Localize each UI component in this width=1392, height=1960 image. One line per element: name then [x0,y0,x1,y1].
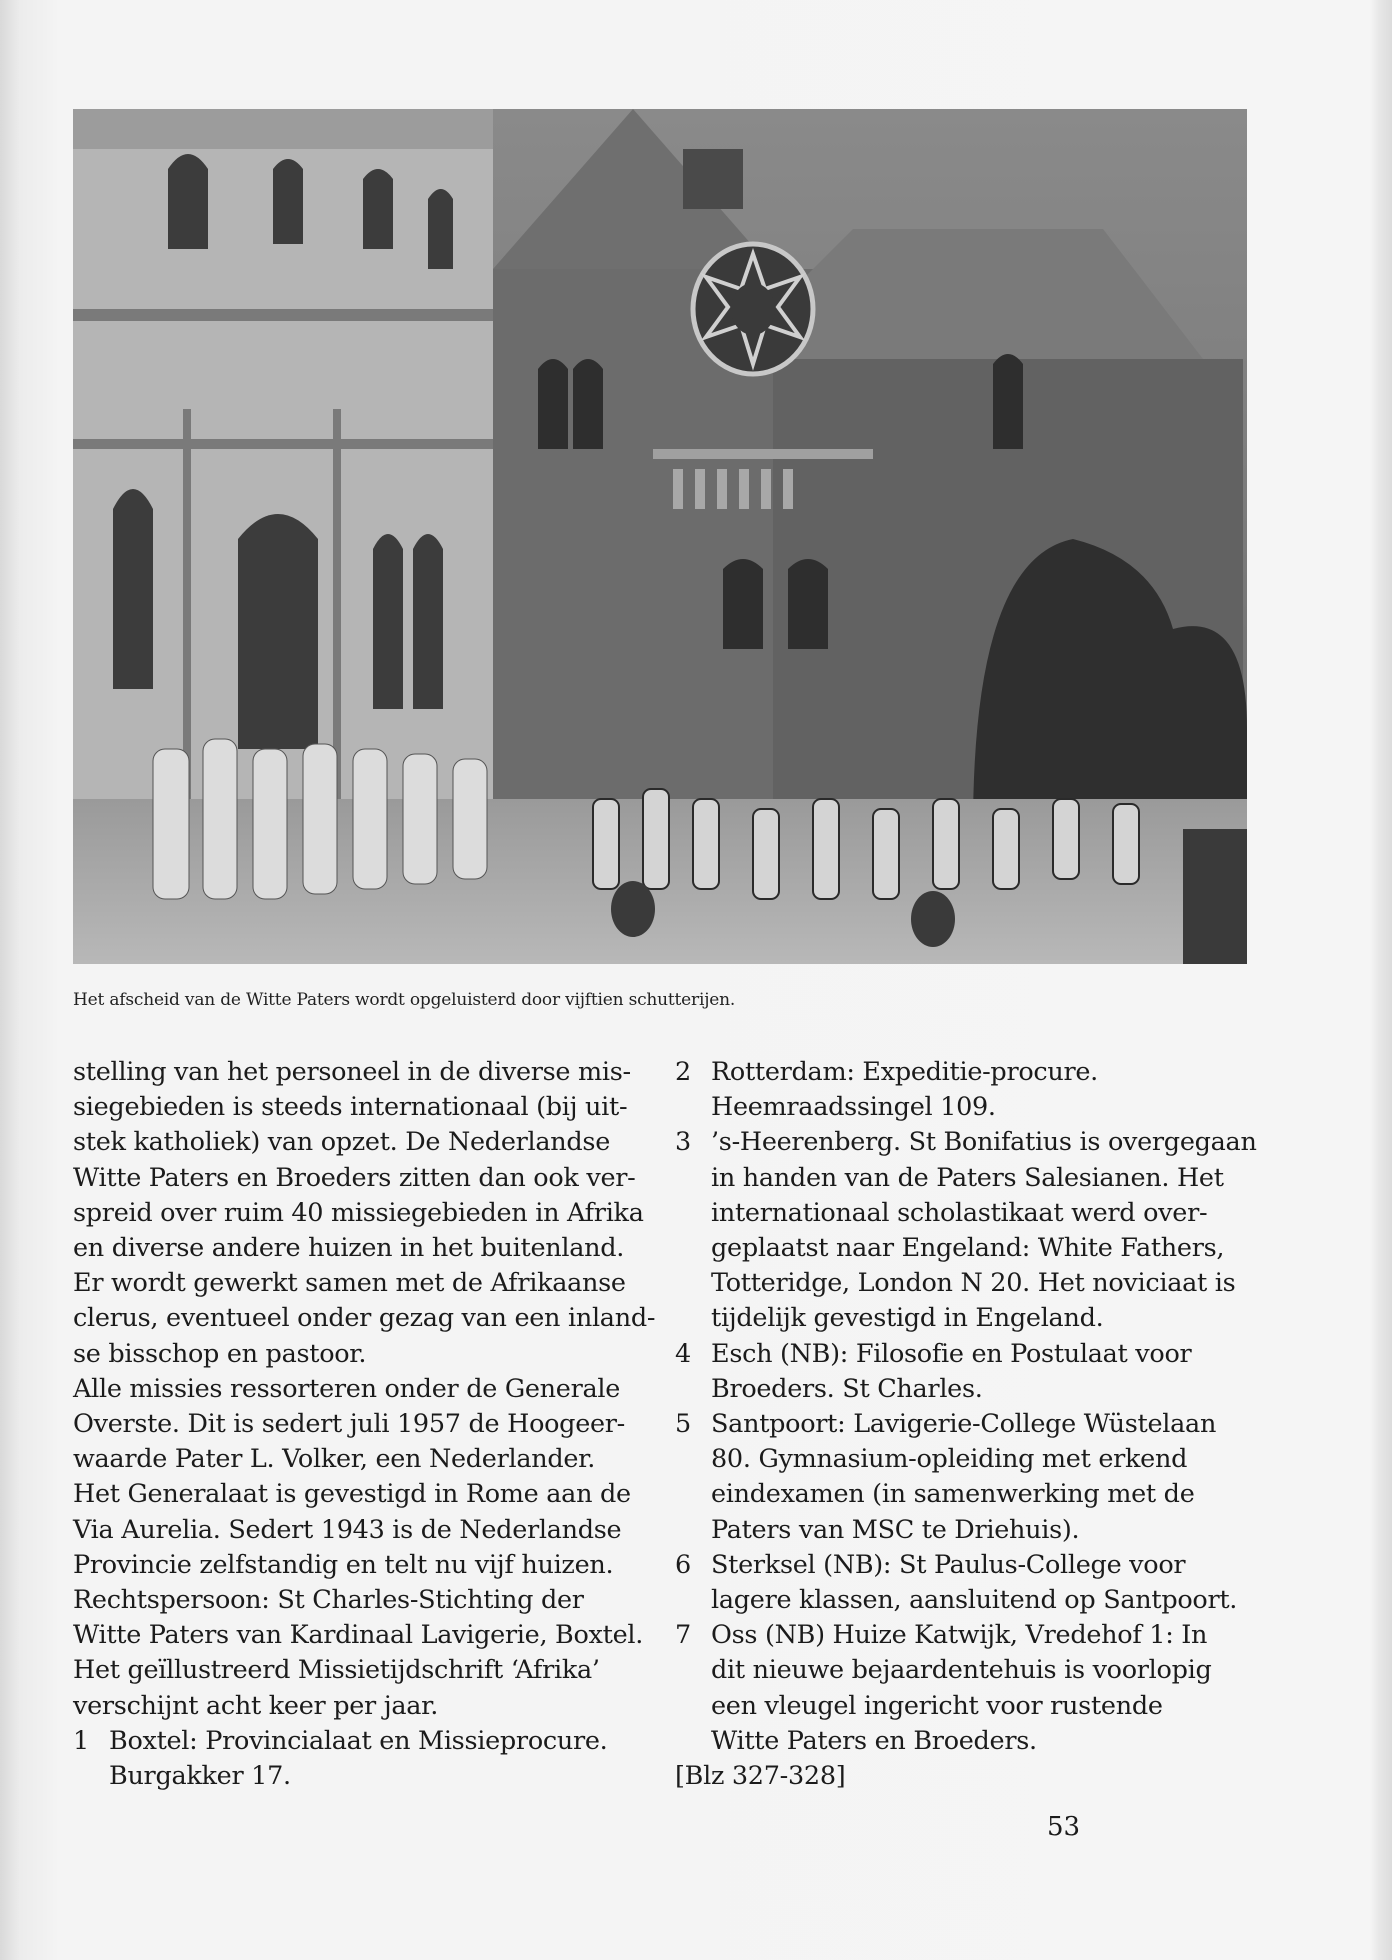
list-line: Burgakker 17. [109,1761,291,1792]
body-line: clerus, eventueel onder gezag van een inland- [73,1303,656,1334]
list-line: geplaatst naar Engeland: White Fathers, [711,1233,1225,1264]
body-line: se bisschop en pastoor. [73,1338,367,1369]
body-line: Witte Paters van Kardinaal Lavigerie, Boxtel. [73,1620,644,1651]
list-line: eindexamen (in samenwerking met de [711,1479,1195,1510]
list-line: in handen van de Paters Salesianen. Het [711,1162,1224,1193]
list-line: Santpoort: Lavigerie-College Wüstelaan [711,1409,1217,1440]
list-number: 2 [675,1057,691,1087]
body-line: Het geïllustreerd Missietijdschrift ‘Afrika’ [73,1655,600,1686]
left-text-column [73,1055,656,1794]
body-line: Alle missies ressorteren onder de Generale [73,1373,621,1404]
list-line: lagere klassen, aansluitend op Santpoort. [711,1585,1238,1616]
list-line: Sterksel (NB): St Paulus-College voor [711,1549,1186,1580]
list-number: 4 [675,1338,691,1369]
body-line: siegebieden is steeds internationaal (bij uit- [73,1092,628,1123]
right-text-column [675,1055,1265,1794]
list-line: Heemraadssingel 109. [711,1092,996,1123]
body-line: verschijnt acht keer per jaar. [73,1690,439,1721]
list-line: dit nieuwe bejaardentehuis is voorlopig [711,1655,1212,1686]
body-line: Provincie zelfstandig en telt nu vijf huizen. [73,1549,614,1580]
page-reference: [Blz 327-328] [675,1761,846,1792]
list-item-7 [675,1618,1265,1759]
list-number: 3 [675,1127,691,1158]
body-line: Overste. Dit is sedert juli 1957 de Hoogeer- [73,1409,625,1440]
body-line: spreid over ruim 40 missiegebieden in Afrika [73,1197,644,1228]
photograph-church-procession [73,109,1247,964]
list-line: 80. Gymnasium-opleiding met erkend [711,1444,1188,1475]
photo-caption: Het afscheid van de Witte Paters wordt opgeluisterd door vijftien schutterijen. [73,990,736,1010]
body-line: Rechtspersoon: St Charles-Stichting der [73,1585,584,1616]
body-line: waarde Pater L. Volker, een Nederlander. [73,1444,596,1475]
list-line: Witte Paters en Broeders. [711,1725,1037,1756]
list-item-5 [675,1407,1265,1548]
list-line: Totteridge, London N 20. Het noviciaat is [711,1268,1236,1299]
body-line: Via Aurelia. Sedert 1943 is de Nederlandse [73,1514,622,1545]
list-line: Paters van MSC te Driehuis). [711,1514,1080,1545]
list-line: Esch (NB): Filosofie en Postulaat voor [711,1338,1192,1369]
list-line: Oss (NB) Huize Katwijk, Vredehof 1: In [711,1620,1208,1651]
photo-illustration [73,109,1247,964]
list-item-4 [675,1337,1265,1407]
list-line: Boxtel: Provincialaat en Missieprocure. [109,1725,608,1756]
body-line: Het Generalaat is gevestigd in Rome aan de [73,1479,631,1510]
body-line: stelling van het personeel in de diverse mis- [73,1057,631,1087]
list-line: ’s-Heerenberg. St Bonifatius is overgegaan [711,1127,1257,1158]
list-line: internationaal scholastikaat werd over- [711,1197,1208,1228]
list-line: Rotterdam: Expeditie-procure. [711,1057,1098,1087]
page-number: 53 [1047,1812,1081,1842]
list-item-2 [675,1055,1265,1125]
list-line: een vleugel ingericht voor rustende [711,1690,1163,1721]
list-number: 7 [675,1620,691,1651]
body-line: Er wordt gewerkt samen met de Afrikaanse [73,1268,626,1299]
list-item-6 [675,1548,1265,1618]
body-line: Witte Paters en Broeders zitten dan ook ver- [73,1162,636,1193]
body-line: en diverse andere huizen in het buitenland. [73,1233,625,1264]
list-item-3 [675,1125,1265,1336]
list-number: 1 [73,1725,89,1756]
list-number: 5 [675,1409,691,1440]
list-item-1 [73,1724,643,1794]
list-line: tijdelijk gevestigd in Engeland. [711,1303,1104,1334]
list-line: Broeders. St Charles. [711,1373,983,1404]
body-line: stek katholiek) van opzet. De Nederlandse [73,1127,610,1158]
list-number: 6 [675,1549,691,1580]
